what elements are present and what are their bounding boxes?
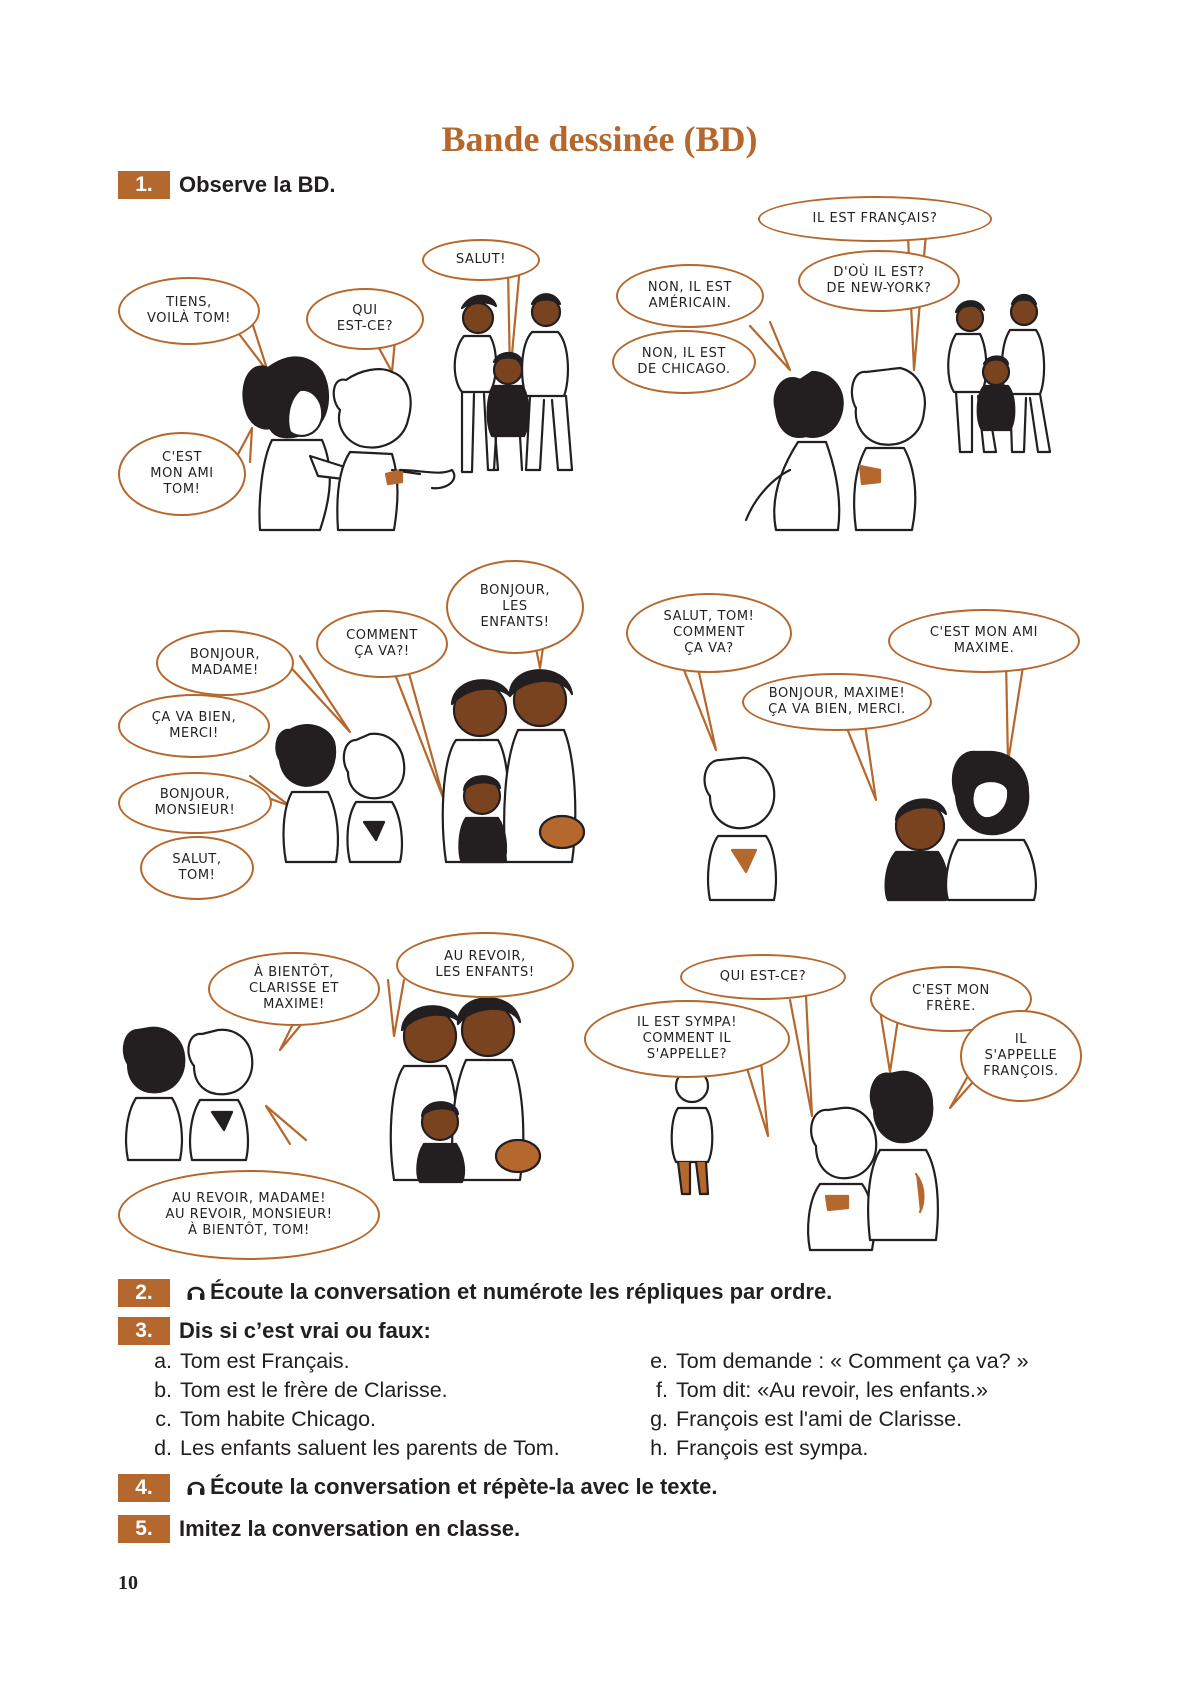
page-number: 10 bbox=[118, 1572, 138, 1594]
exercise-5 bbox=[118, 1514, 520, 1544]
exercise-4 bbox=[118, 1473, 717, 1503]
speech-bubble: C'EST MON AMI TOM! bbox=[118, 432, 246, 516]
list-item: e. Tom demande : « Comment ça va? » bbox=[650, 1349, 1029, 1373]
exercise-instruction: Observe la BD. bbox=[179, 172, 336, 197]
exercise-text: Écoute la conversation et numérote les répliques par ordre. bbox=[210, 1278, 833, 1304]
exercise-3 bbox=[118, 1316, 431, 1346]
exercise-number: 4. bbox=[118, 1474, 170, 1502]
headphones-icon bbox=[186, 1477, 208, 1503]
speech-bubble: À BIENTÔT, CLARISSE ET MAXIME! bbox=[208, 952, 380, 1026]
exercise-number: 5. bbox=[118, 1515, 170, 1543]
exercise-instruction bbox=[179, 1474, 717, 1503]
speech-bubble: BONJOUR, LES ENFANTS! bbox=[446, 560, 584, 654]
list-item: d. Les enfants saluent les parents de Tom. bbox=[154, 1436, 560, 1460]
speech-bubble: IL EST FRANÇAIS? bbox=[758, 196, 992, 242]
speech-bubble: NON, IL EST AMÉRICAIN. bbox=[616, 264, 764, 328]
speech-bubble: QUI EST-CE? bbox=[680, 954, 846, 1000]
exercise-instruction bbox=[179, 1279, 832, 1308]
list-item: b. Tom est le frère de Clarisse. bbox=[154, 1378, 448, 1402]
exercise-number: 1. bbox=[118, 171, 170, 199]
speech-bubble: TIENS, VOILÀ TOM! bbox=[118, 277, 260, 345]
speech-bubble: IL S'APPELLE FRANÇOIS. bbox=[960, 1010, 1082, 1102]
speech-bubble: C'EST MON FRÈRE. bbox=[870, 966, 1032, 1032]
speech-bubble: C'EST MON AMI MAXIME. bbox=[888, 609, 1080, 673]
exercise-number: 3. bbox=[118, 1317, 170, 1345]
true-false-list-left bbox=[138, 1347, 560, 1463]
speech-bubble: AU REVOIR, MADAME! AU REVOIR, MONSIEUR! À BIENTÔT, TOM! bbox=[118, 1170, 380, 1260]
list-item: h. François est sympa. bbox=[650, 1436, 869, 1460]
speech-bubble: BONJOUR, MADAME! bbox=[156, 630, 294, 696]
speech-bubble: SALUT, TOM! bbox=[140, 836, 254, 900]
exercise-2 bbox=[118, 1278, 832, 1308]
list-item: a. Tom est Français. bbox=[154, 1349, 350, 1373]
speech-bubble: ÇA VA BIEN, MERCI! bbox=[118, 694, 270, 758]
speech-bubble: SALUT! bbox=[422, 239, 540, 281]
exercise-number: 2. bbox=[118, 1279, 170, 1307]
exercise-instruction: Imitez la conversation en classe. bbox=[179, 1516, 521, 1541]
speech-bubble: SALUT, TOM! COMMENT ÇA VA? bbox=[626, 593, 792, 673]
list-item: c. Tom habite Chicago. bbox=[155, 1407, 376, 1431]
speech-bubble: BONJOUR, MONSIEUR! bbox=[118, 772, 272, 834]
headphones-icon bbox=[186, 1282, 208, 1308]
list-item: g. François est l'ami de Clarisse. bbox=[650, 1407, 963, 1431]
speech-bubble: QUI EST-CE? bbox=[306, 288, 424, 350]
speech-bubble: IL EST SYMPA! COMMENT IL S'APPELLE? bbox=[584, 1000, 790, 1078]
exercise-text: Écoute la conversation et répète-la avec le texte. bbox=[210, 1473, 718, 1499]
speech-bubble: AU REVOIR, LES ENFANTS! bbox=[396, 932, 574, 998]
speech-bubble: D'OÙ IL EST? DE NEW-YORK? bbox=[798, 250, 960, 312]
list-item: f. Tom dit: «Au revoir, les enfants.» bbox=[656, 1378, 988, 1402]
true-false-list-right bbox=[634, 1347, 1029, 1463]
exercise-instruction: Dis si c’est vrai ou faux: bbox=[179, 1318, 431, 1343]
page-title: Bande dessinée (BD) bbox=[441, 119, 758, 159]
speech-bubble: COMMENT ÇA VA?! bbox=[316, 610, 448, 678]
speech-bubble: BONJOUR, MAXIME! ÇA VA BIEN, MERCI. bbox=[742, 673, 932, 731]
speech-bubble: NON, IL EST DE CHICAGO. bbox=[612, 330, 756, 394]
